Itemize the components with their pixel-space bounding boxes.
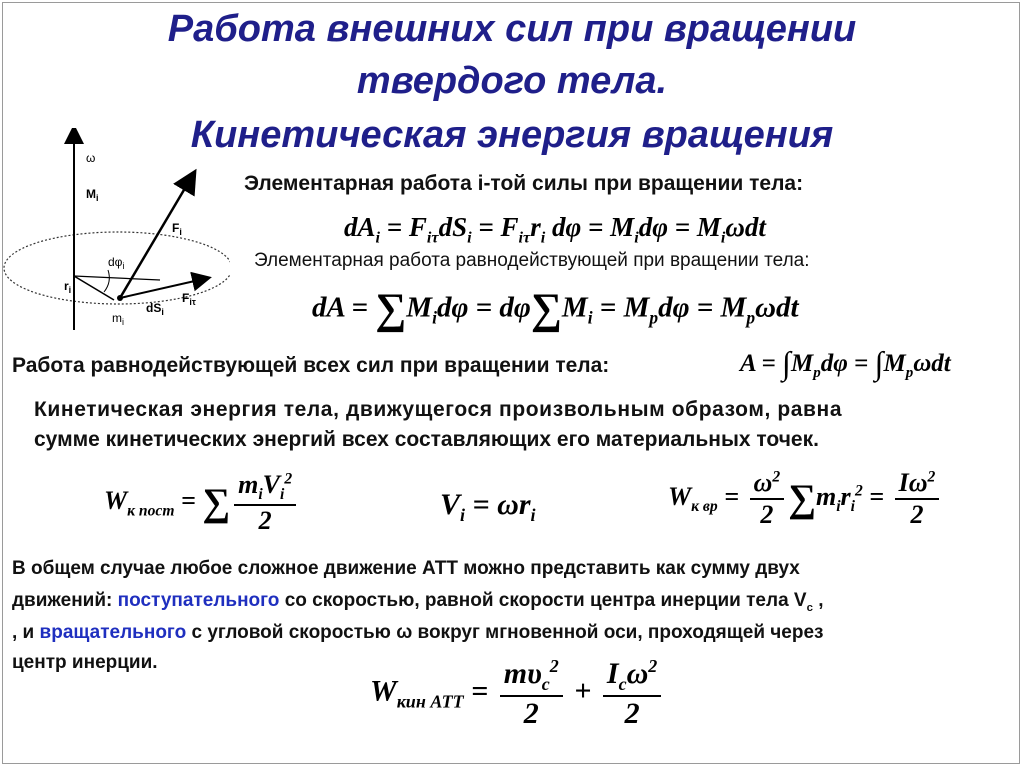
formula-w-post: $W_{к пост}$ = ∑ $\frac{m_iV_i^2}{2}$ — [104, 470, 300, 536]
dphi-label: $d\varphi_i$ — [108, 255, 125, 271]
ds-label: $dS_i$ — [146, 301, 164, 317]
omega-label: ω — [86, 151, 96, 165]
work-all-text: Работа равнодействующей всех сил при вращении тела: — [12, 354, 610, 377]
ftau-label: $F_{i\tau}$ — [182, 291, 196, 307]
title-line-2: твердого тела. — [356, 60, 668, 102]
title-line-3: Кинетическая энергия вращения — [190, 114, 834, 156]
general-text-line-c: , и вращательного с угловой скоростью ω вокруг мгновенной оси, проходящей через — [12, 622, 824, 643]
radius-label: $r_i$ — [64, 279, 72, 295]
rotation-diagram — [0, 128, 230, 338]
kinetic-text-line-2: сумме кинетических энергий всех составляющих его материальных точек. — [34, 428, 819, 451]
formula-resultant-work: dA = $\sum M_id\varphi = d\varphi\sum M_i = M_pd\varphi = M_p\omega dt$ — [312, 285, 799, 333]
force-label: $F_i$ — [172, 221, 182, 237]
kinetic-text-line-1: Кинетическая энергия тела, движущегося произвольным образом, равна — [34, 398, 843, 421]
formula-elementary-work: $dA_i = F_{i\tau}dS_i = F_{i\tau}r_i$ $d\varphi = M_id\varphi = M_i\omega dt$ — [344, 212, 766, 247]
angle-arc — [104, 270, 109, 292]
formula-velocity: $V_i = \omega r_i$ — [440, 488, 536, 525]
elem-work-i-text: Элементарная работа i-той силы при вращении тела: — [244, 172, 804, 195]
general-text-line-a: В общем случае любое сложное движение АТТ можно представить как сумму двух — [12, 558, 800, 579]
point-mass — [117, 295, 123, 301]
formula-w-vr: $W_{к вр}$ = $\frac{\omega^2}{2}$ $\sum m_ir_i^2$ = $\frac{I\omega^2}{2}$ — [668, 468, 943, 530]
elem-work-res-text: Элементарная работа равнодействующей при вращении тела: — [254, 250, 810, 271]
formula-total-work: $A = \int M_pd\varphi = \int M_p\omega dt$ — [740, 346, 951, 382]
general-text-line-d: центр инерции. — [12, 652, 158, 673]
general-text-line-b: движений: поступательного со скоростью, равной скорости центра инерции тела $V_c$ , — [12, 590, 824, 614]
moment-label: $M_i$ — [86, 187, 99, 203]
mass-label: $m_i$ — [112, 311, 124, 327]
formula-w-kin: $W_{кин АТТ}$ = $\frac{m\upsilon_c^2}{2}$ + $\frac{I_c\omega^2}{2}$ — [370, 656, 665, 731]
radius-line-2 — [74, 276, 160, 280]
radius-line — [74, 276, 114, 300]
title-line-1: Работа внешних сил при вращении — [167, 8, 857, 50]
